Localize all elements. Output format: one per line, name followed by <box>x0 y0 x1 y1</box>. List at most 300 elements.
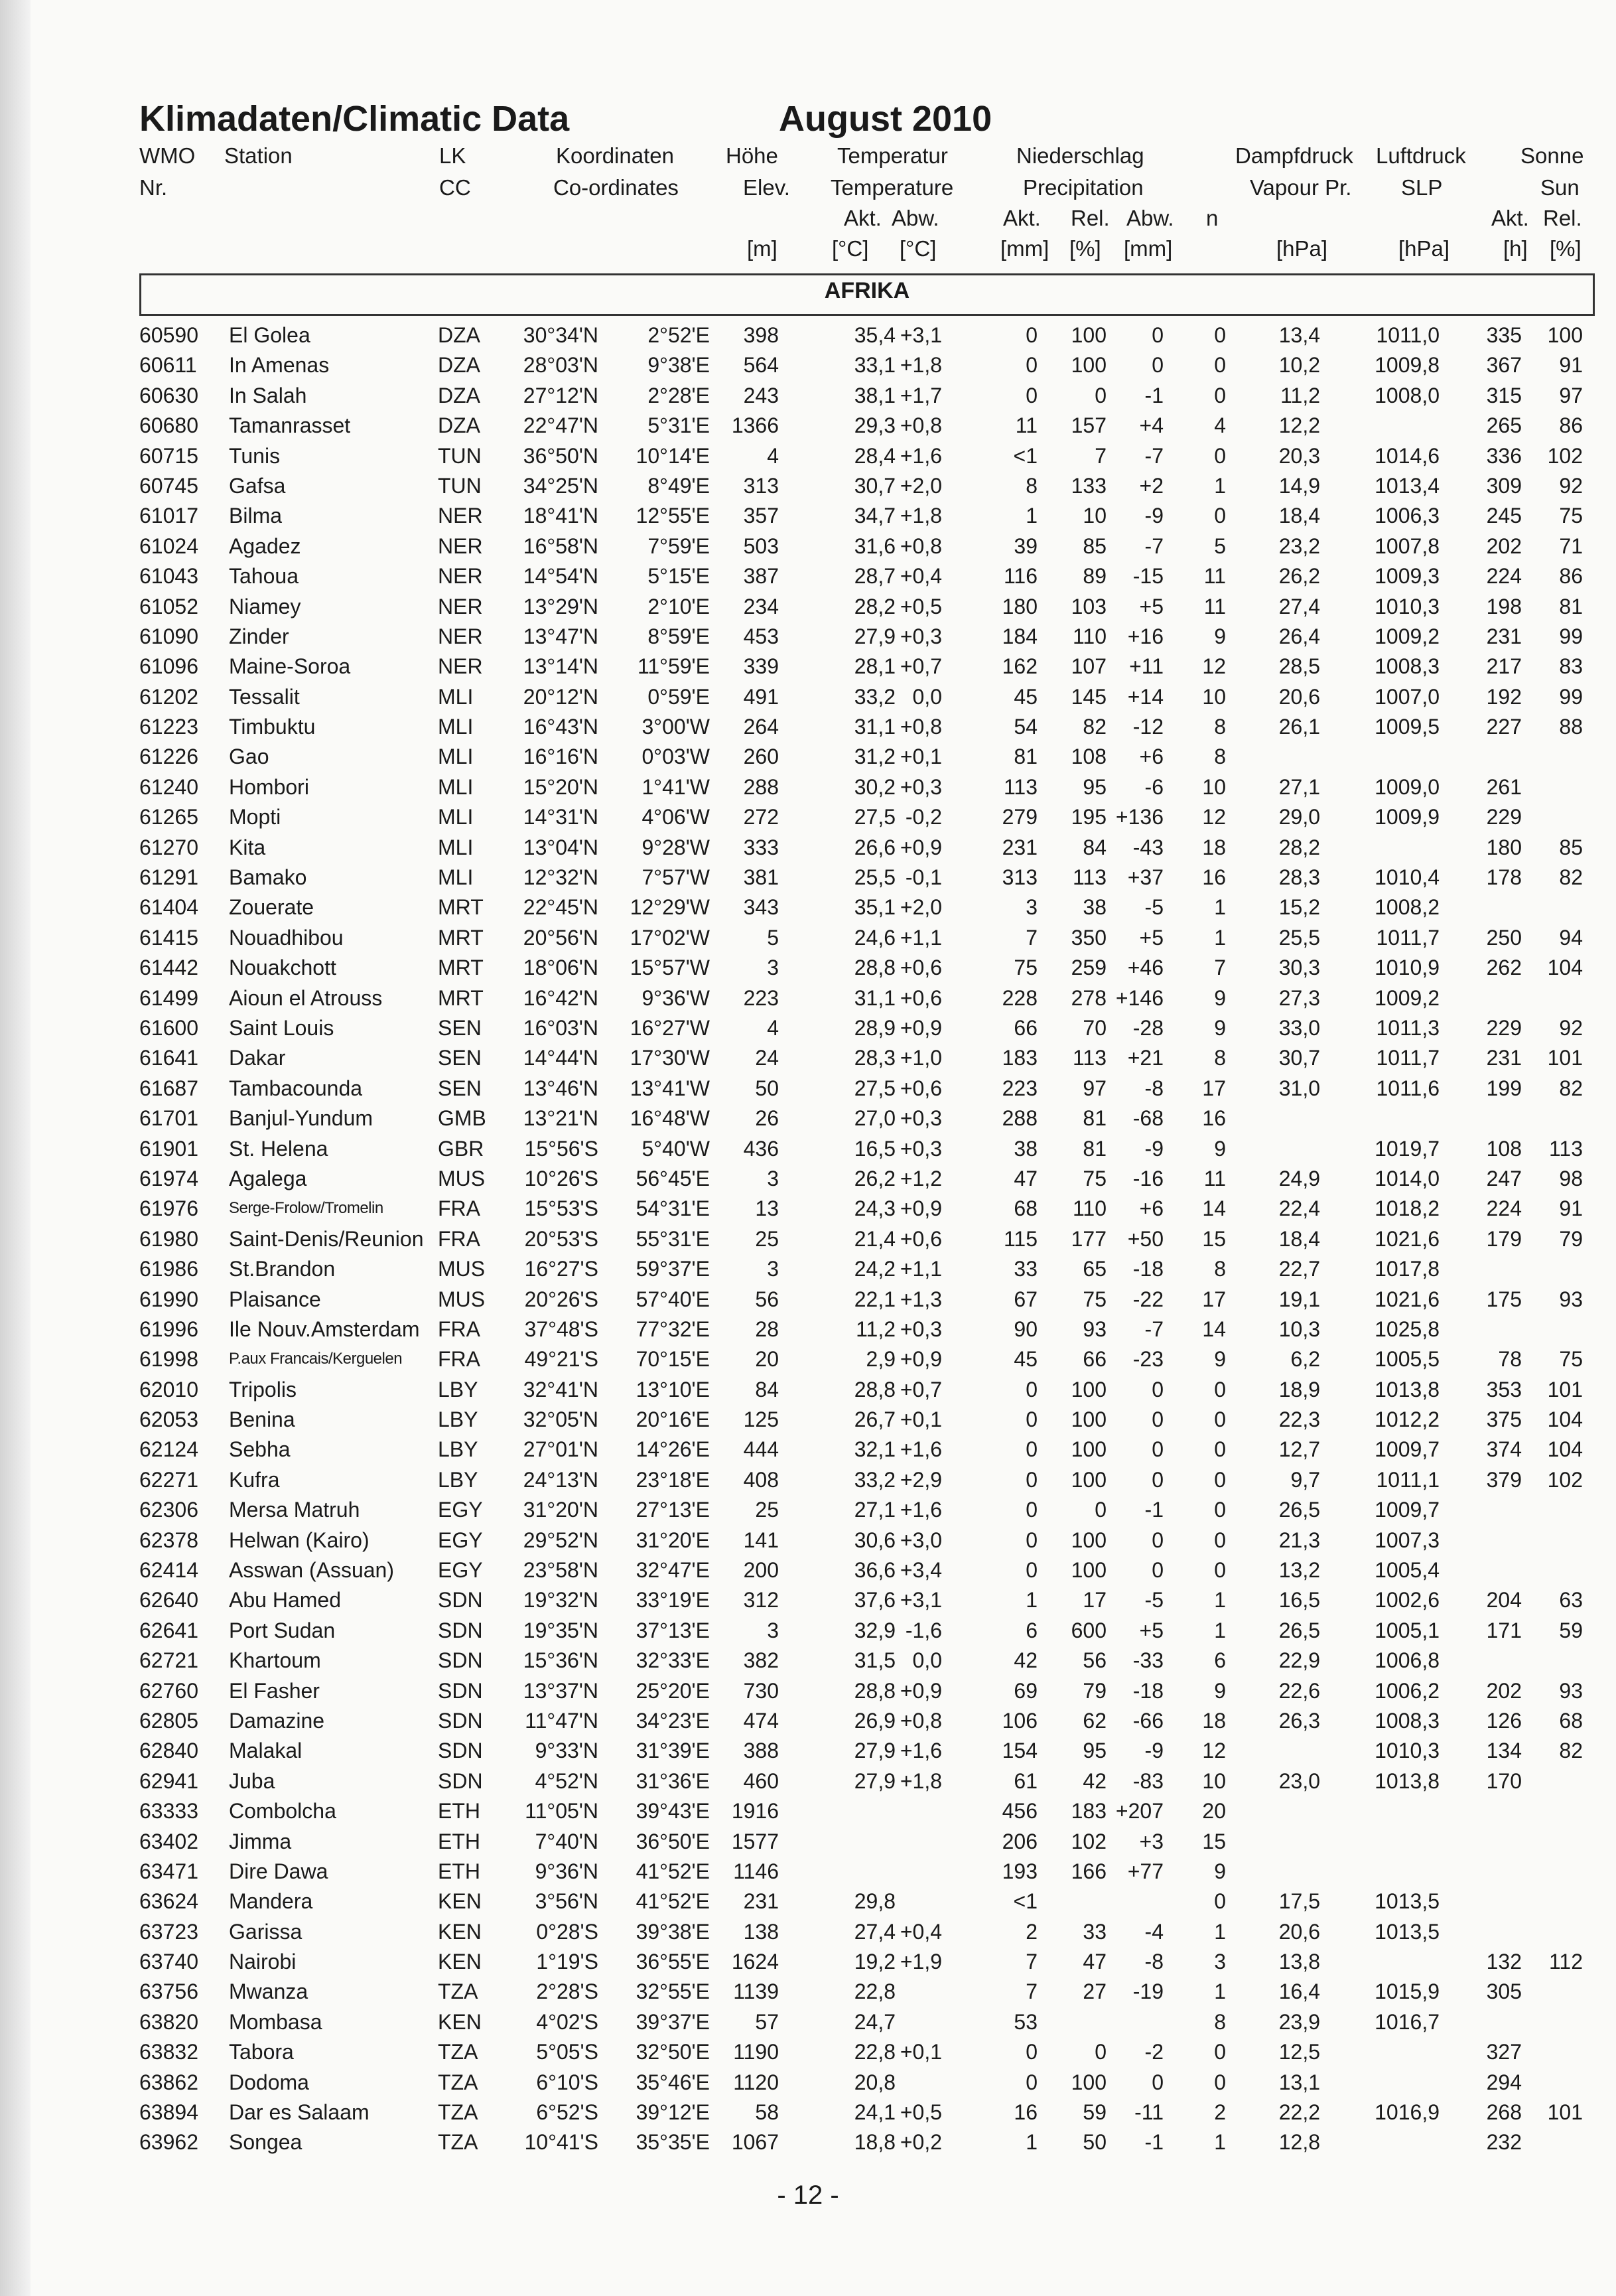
cell-slp: 1008,0 <box>1375 383 1440 407</box>
cell-prec-rel: 95 <box>1083 1739 1107 1763</box>
cell-latitude: 15°36'N <box>523 1648 598 1673</box>
cell-country: SDN <box>438 1768 483 1793</box>
cell-vapour: 22,2 <box>1278 2100 1320 2125</box>
cell-sun-akt: 229 <box>1486 805 1522 829</box>
cell-wmo: 61974 <box>139 1166 198 1190</box>
cell-vapour: 17,5 <box>1278 1889 1320 1914</box>
cell-latitude: 34°25'N <box>523 473 598 498</box>
table-row <box>0 682 1616 712</box>
header-lk: LK <box>439 143 466 168</box>
cell-vapour: 11,2 <box>1280 383 1320 407</box>
cell-longitude: 32°33'E <box>636 1648 710 1673</box>
cell-latitude: 11°05'N <box>525 1799 598 1824</box>
cell-country: LBY <box>438 1467 478 1492</box>
cell-longitude: 16°27'W <box>630 1015 710 1040</box>
cell-station: St. Helena <box>229 1136 328 1161</box>
table-row <box>0 652 1616 682</box>
cell-temp-abw: +0,9 <box>900 835 942 859</box>
cell-prec-n: 1 <box>1214 1919 1226 1944</box>
cell-prec-rel: 166 <box>1071 1859 1107 1883</box>
cell-sun-rel: 93 <box>1559 1678 1583 1703</box>
cell-prec-akt: 0 <box>1026 1528 1038 1552</box>
cell-country: TZA <box>438 2040 478 2064</box>
cell-longitude: 9°28'W <box>641 835 710 859</box>
cell-slp: 1009,0 <box>1375 774 1440 799</box>
cell-country: TZA <box>438 2100 478 2125</box>
cell-slp: 1010,3 <box>1375 1739 1440 1763</box>
cell-elevation: 138 <box>743 1919 779 1944</box>
header-elev-unit: [m] <box>747 236 777 261</box>
cell-temp-abw: +1,8 <box>900 353 942 378</box>
cell-vapour: 15,2 <box>1278 895 1320 920</box>
table-row <box>0 1495 1616 1525</box>
cell-prec-n: 8 <box>1214 715 1226 739</box>
cell-sun-rel: 75 <box>1559 1347 1583 1372</box>
table-row <box>0 1917 1616 1947</box>
cell-latitude: 31°20'N <box>523 1498 598 1522</box>
cell-sun-akt: 202 <box>1486 534 1522 558</box>
cell-longitude: 27°13'E <box>636 1498 710 1522</box>
table-row <box>0 923 1616 953</box>
cell-vapour: 14,9 <box>1278 473 1320 498</box>
cell-elevation: 3 <box>767 1257 779 1281</box>
cell-prec-rel: 195 <box>1071 805 1107 829</box>
cell-elevation: 3 <box>767 1618 779 1642</box>
cell-prec-rel: 110 <box>1072 624 1107 648</box>
cell-country: MLI <box>438 835 474 859</box>
cell-prec-abw: +5 <box>1139 1618 1164 1642</box>
table-row <box>0 1585 1616 1615</box>
cell-wmo: 63402 <box>139 1829 198 1853</box>
cell-vapour: 28,2 <box>1278 835 1320 859</box>
cell-elevation: 50 <box>755 1076 779 1100</box>
cell-latitude: 2°28'S <box>536 1979 598 2004</box>
cell-prec-rel: 65 <box>1083 1257 1107 1281</box>
table-row <box>0 1947 1616 1977</box>
cell-temp-abw: +0,9 <box>900 1678 942 1703</box>
cell-elevation: 357 <box>743 504 779 528</box>
cell-elevation: 3 <box>767 956 779 980</box>
cell-longitude: 59°37'E <box>636 1257 710 1281</box>
cell-temp-akt: 28,9 <box>854 1015 896 1040</box>
cell-sun-akt: 305 <box>1486 1979 1522 2004</box>
cell-latitude: 49°21'S <box>524 1347 598 1372</box>
cell-elevation: 1577 <box>731 1829 779 1853</box>
cell-prec-akt: 3 <box>1026 895 1038 920</box>
cell-prec-abw: -9 <box>1144 504 1164 528</box>
cell-slp: 1010,4 <box>1375 865 1440 890</box>
cell-prec-abw: -66 <box>1132 1708 1164 1733</box>
cell-temp-abw: +0,3 <box>900 1106 942 1131</box>
cell-slp: 1011,1 <box>1376 1467 1440 1492</box>
cell-longitude: 37°13'E <box>636 1618 710 1642</box>
cell-country: EGY <box>438 1528 483 1552</box>
cell-prec-akt: 0 <box>1026 1407 1038 1432</box>
cell-sun-akt: 179 <box>1486 1226 1522 1251</box>
cell-slp: 1006,8 <box>1375 1648 1440 1673</box>
cell-vapour: 23,2 <box>1278 534 1320 558</box>
cell-station: Dakar <box>229 1046 286 1070</box>
cell-slp: 1011,7 <box>1376 925 1440 950</box>
cell-slp: 1007,8 <box>1375 534 1440 558</box>
cell-sun-akt: 353 <box>1486 1377 1522 1401</box>
cell-country: LBY <box>438 1437 478 1462</box>
cell-prec-rel: 81 <box>1083 1136 1107 1161</box>
cell-temp-abw: +1,9 <box>900 1950 942 1974</box>
cell-temp-akt: 21,4 <box>854 1226 896 1251</box>
cell-prec-akt: 0 <box>1026 1437 1038 1462</box>
cell-wmo: 63756 <box>139 1979 198 2004</box>
cell-prec-abw: +21 <box>1127 1046 1164 1070</box>
cell-station: Nouakchott <box>229 956 336 980</box>
cell-longitude: 32°47'E <box>636 1558 710 1583</box>
cell-slp: 1009,2 <box>1375 624 1440 648</box>
cell-longitude: 16°48'W <box>630 1106 710 1131</box>
cell-wmo: 62941 <box>139 1768 198 1793</box>
cell-slp: 1009,9 <box>1375 805 1440 829</box>
cell-country: SDN <box>438 1739 483 1763</box>
cell-prec-n: 5 <box>1214 534 1226 558</box>
cell-elevation: 28 <box>755 1317 779 1341</box>
cell-vapour: 24,9 <box>1278 1166 1320 1190</box>
cell-temp-akt: 28,8 <box>854 956 896 980</box>
cell-temp-akt: 28,8 <box>854 1678 896 1703</box>
cell-wmo: 62053 <box>139 1407 198 1432</box>
cell-prec-abw: +11 <box>1129 654 1164 679</box>
cell-prec-n: 0 <box>1214 1498 1226 1522</box>
cell-prec-akt: 115 <box>1003 1226 1038 1251</box>
cell-temp-abw: +0,1 <box>900 745 942 769</box>
cell-temp-akt: 16,5 <box>854 1136 896 1161</box>
cell-prec-akt: 106 <box>1002 1708 1038 1733</box>
cell-prec-rel: 56 <box>1083 1648 1107 1673</box>
cell-sun-rel: 112 <box>1548 1950 1583 1974</box>
cell-elevation: 260 <box>743 745 779 769</box>
cell-temp-akt: 31,6 <box>854 534 896 558</box>
cell-prec-akt: 7 <box>1026 1950 1038 1974</box>
cell-prec-n: 10 <box>1202 774 1226 799</box>
table-row <box>0 2037 1616 2067</box>
cell-temp-akt: 33,2 <box>854 684 896 709</box>
cell-country: MLI <box>438 805 474 829</box>
cell-sun-akt: 229 <box>1486 1015 1522 1040</box>
cell-prec-abw: -18 <box>1132 1678 1164 1703</box>
cell-prec-akt: 279 <box>1002 805 1038 829</box>
cell-latitude: 13°37'N <box>523 1678 598 1703</box>
cell-wmo: 62306 <box>139 1498 198 1522</box>
cell-prec-akt: 66 <box>1014 1015 1038 1040</box>
cell-vapour: 22,9 <box>1278 1648 1320 1673</box>
cell-prec-n: 1 <box>1214 895 1226 920</box>
cell-temp-akt: 36,6 <box>854 1558 896 1583</box>
header-prec-unit-akt: [mm] <box>1000 236 1049 261</box>
header-sun-unit-pct: [%] <box>1550 236 1582 261</box>
cell-latitude: 24°13'N <box>523 1467 598 1492</box>
cell-longitude: 0°03'W <box>641 745 710 769</box>
cell-prec-abw: -7 <box>1144 534 1164 558</box>
table-row <box>0 561 1616 591</box>
cell-prec-rel: 133 <box>1071 473 1107 498</box>
cell-prec-rel: 107 <box>1071 654 1107 679</box>
cell-wmo: 62271 <box>139 1467 198 1492</box>
cell-prec-akt: 33 <box>1014 1257 1038 1281</box>
cell-country: SDN <box>438 1678 483 1703</box>
cell-wmo: 63333 <box>139 1799 198 1824</box>
cell-wmo: 61641 <box>139 1046 198 1070</box>
cell-longitude: 3°00'W <box>641 715 710 739</box>
cell-sun-rel: 81 <box>1559 594 1583 618</box>
cell-temp-akt: 32,1 <box>854 1437 896 1462</box>
cell-prec-rel: 100 <box>1071 1528 1107 1552</box>
cell-temp-akt: 28,8 <box>854 1377 896 1401</box>
cell-station: Asswan (Assuan) <box>229 1558 394 1583</box>
cell-elevation: 312 <box>743 1588 779 1613</box>
cell-longitude: 36°50'E <box>636 1829 710 1853</box>
cell-longitude: 31°36'E <box>636 1768 710 1793</box>
cell-vapour: 20,6 <box>1278 1919 1320 1944</box>
cell-prec-abw: +4 <box>1139 413 1164 438</box>
cell-sun-rel: 99 <box>1559 624 1583 648</box>
cell-longitude: 12°29'W <box>630 895 710 920</box>
cell-temp-akt: 28,1 <box>854 654 896 679</box>
cell-temp-akt: 27,5 <box>854 805 896 829</box>
cell-prec-n: 1 <box>1214 473 1226 498</box>
cell-sun-rel: 71 <box>1559 534 1583 558</box>
cell-prec-n: 0 <box>1214 1407 1226 1432</box>
cell-latitude: 11°47'N <box>525 1708 598 1733</box>
cell-prec-n: 11 <box>1203 564 1226 589</box>
cell-temp-abw: +1,6 <box>900 1437 942 1462</box>
cell-station: Tessalit <box>229 684 300 709</box>
cell-wmo: 61996 <box>139 1317 198 1341</box>
cell-vapour: 13,8 <box>1278 1950 1320 1974</box>
cell-temp-abw: 0,0 <box>912 684 942 709</box>
cell-temp-abw: +0,9 <box>900 1196 942 1221</box>
cell-country: TZA <box>438 2070 478 2094</box>
cell-sun-rel: 101 <box>1547 1377 1583 1401</box>
cell-country: NER <box>438 624 483 648</box>
cell-sun-akt: 198 <box>1486 594 1522 618</box>
cell-sun-rel: 82 <box>1559 1739 1583 1763</box>
climate-table <box>0 321 1616 2158</box>
cell-slp: 1018,2 <box>1375 1196 1440 1221</box>
cell-longitude: 5°31'E <box>647 413 710 438</box>
cell-sun-rel: 82 <box>1559 865 1583 890</box>
cell-temp-abw: +1,6 <box>900 1739 942 1763</box>
cell-latitude: 27°01'N <box>523 1437 598 1462</box>
cell-prec-abw: +46 <box>1127 956 1164 980</box>
cell-elevation: 491 <box>743 684 779 709</box>
cell-country: LBY <box>438 1407 478 1432</box>
cell-temp-akt: 27,4 <box>854 1919 896 1944</box>
cell-slp: 1008,3 <box>1375 1708 1440 1733</box>
cell-temp-akt: 34,7 <box>854 504 896 528</box>
page-number: - 12 - <box>777 2181 839 2210</box>
cell-prec-akt: 67 <box>1014 1287 1038 1311</box>
cell-longitude: 2°10'E <box>647 594 710 618</box>
header-prec-akt: Akt. <box>1003 206 1041 230</box>
cell-vapour: 12,7 <box>1278 1437 1320 1462</box>
cell-elevation: 453 <box>743 624 779 648</box>
cell-prec-akt: 288 <box>1002 1106 1038 1131</box>
cell-station: Tahoua <box>229 564 299 589</box>
cell-vapour: 28,3 <box>1278 865 1320 890</box>
cell-prec-n: 11 <box>1203 594 1226 618</box>
cell-country: SDN <box>438 1648 483 1673</box>
cell-prec-n: 0 <box>1214 443 1226 468</box>
header-vapour: Dampfdruck <box>1235 143 1353 168</box>
cell-station: Bamako <box>229 865 307 890</box>
cell-station: Saint Louis <box>229 1015 334 1040</box>
cell-temp-abw: +0,3 <box>900 1317 942 1341</box>
cell-station: Niamey <box>229 594 301 618</box>
cell-temp-abw: +0,4 <box>900 1919 942 1944</box>
cell-temp-akt: 27,1 <box>854 1498 896 1522</box>
cell-latitude: 14°31'N <box>523 805 598 829</box>
cell-latitude: 18°41'N <box>523 504 598 528</box>
cell-prec-n: 10 <box>1202 684 1226 709</box>
cell-elevation: 84 <box>755 1377 779 1401</box>
cell-wmo: 62414 <box>139 1558 198 1583</box>
cell-longitude: 70°15'E <box>636 1347 710 1372</box>
cell-elevation: 460 <box>743 1768 779 1793</box>
cell-sun-rel: 75 <box>1559 504 1583 528</box>
cell-elevation: 503 <box>743 534 779 558</box>
cell-sun-akt: 202 <box>1486 1678 1522 1703</box>
cell-vapour: 26,5 <box>1278 1498 1320 1522</box>
cell-longitude: 41°52'E <box>636 1859 710 1883</box>
cell-prec-n: 4 <box>1214 413 1226 438</box>
cell-elevation: 3 <box>767 1166 779 1190</box>
cell-prec-abw: 0 <box>1152 2070 1164 2094</box>
table-row <box>0 1646 1616 1676</box>
cell-sun-akt: 367 <box>1486 353 1522 378</box>
cell-longitude: 0°59'E <box>647 684 710 709</box>
cell-longitude: 25°20'E <box>636 1678 710 1703</box>
cell-prec-abw: +6 <box>1139 745 1164 769</box>
cell-wmo: 62840 <box>139 1739 198 1763</box>
cell-wmo: 61096 <box>139 654 198 679</box>
cell-country: NER <box>438 534 483 558</box>
cell-temp-akt: 28,7 <box>854 564 896 589</box>
cell-vapour: 13,1 <box>1278 2070 1320 2094</box>
cell-longitude: 39°38'E <box>636 1919 710 1944</box>
cell-longitude: 7°57'W <box>641 865 710 890</box>
cell-elevation: 125 <box>743 1407 779 1432</box>
cell-latitude: 13°29'N <box>523 594 598 618</box>
cell-prec-akt: 228 <box>1002 985 1038 1010</box>
cell-prec-akt: 116 <box>1003 564 1038 589</box>
table-row <box>0 592 1616 622</box>
table-row <box>0 622 1616 652</box>
cell-prec-n: 16 <box>1202 1106 1226 1131</box>
cell-prec-n: 0 <box>1214 353 1226 378</box>
cell-prec-abw: -1 <box>1144 1498 1164 1522</box>
cell-latitude: 13°21'N <box>523 1106 598 1131</box>
cell-prec-abw: -7 <box>1144 443 1164 468</box>
cell-station: Gafsa <box>229 473 286 498</box>
cell-prec-n: 9 <box>1214 1015 1226 1040</box>
cell-latitude: 28°03'N <box>523 353 598 378</box>
cell-wmo: 60715 <box>139 443 198 468</box>
table-row <box>0 441 1616 471</box>
cell-prec-akt: 11 <box>1015 413 1038 438</box>
cell-prec-n: 8 <box>1214 745 1226 769</box>
header-prec-n: n <box>1206 206 1219 230</box>
cell-prec-abw: +5 <box>1139 925 1164 950</box>
header-cc: CC <box>439 175 471 200</box>
cell-temp-akt: 27,9 <box>854 1768 896 1793</box>
cell-wmo: 61226 <box>139 745 198 769</box>
cell-longitude: 5°15'E <box>647 564 710 589</box>
cell-country: DZA <box>438 383 480 407</box>
cell-elevation: 388 <box>743 1739 779 1763</box>
cell-latitude: 13°47'N <box>523 624 598 648</box>
cell-prec-rel: 97 <box>1083 1076 1107 1100</box>
cell-prec-abw: +6 <box>1139 1196 1164 1221</box>
table-row <box>0 953 1616 983</box>
cell-prec-akt: 6 <box>1026 1618 1038 1642</box>
cell-temp-akt: 31,2 <box>854 745 896 769</box>
cell-station: Dar es Salaam <box>229 2100 370 2125</box>
table-row <box>0 350 1616 380</box>
cell-prec-abw: -28 <box>1132 1015 1164 1040</box>
cell-station: Mombasa <box>229 2009 322 2034</box>
cell-latitude: 4°02'S <box>536 2009 598 2034</box>
cell-elevation: 436 <box>743 1136 779 1161</box>
cell-country: MLI <box>438 715 474 739</box>
cell-prec-n: 1 <box>1214 925 1226 950</box>
cell-prec-akt: 38 <box>1014 1136 1038 1161</box>
cell-slp: 1005,1 <box>1375 1618 1440 1642</box>
table-row <box>0 1857 1616 1887</box>
cell-slp: 1012,2 <box>1375 1407 1440 1432</box>
table-row <box>0 2068 1616 2098</box>
cell-sun-rel: 100 <box>1547 323 1583 347</box>
cell-wmo: 62640 <box>139 1588 198 1613</box>
cell-latitude: 0°28'S <box>536 1919 598 1944</box>
cell-sun-rel: 102 <box>1547 1467 1583 1492</box>
header-slp-en: SLP <box>1401 175 1443 200</box>
cell-country: NER <box>438 594 483 618</box>
cell-wmo: 61270 <box>139 835 198 859</box>
cell-vapour: 26,3 <box>1278 1708 1320 1733</box>
cell-longitude: 9°36'W <box>641 985 710 1010</box>
cell-temp-akt: 31,5 <box>854 1648 896 1673</box>
cell-temp-abw: +0,5 <box>900 2100 942 2125</box>
header-coordinates-en: Co-ordinates <box>553 175 679 200</box>
cell-vapour: 23,0 <box>1278 1768 1320 1793</box>
cell-longitude: 56°45'E <box>636 1166 710 1190</box>
table-row <box>0 532 1616 561</box>
cell-latitude: 20°26'S <box>524 1287 598 1311</box>
cell-temp-abw: +0,2 <box>900 2130 942 2155</box>
cell-temp-akt: 33,2 <box>854 1467 896 1492</box>
cell-prec-n: 12 <box>1202 1739 1226 1763</box>
table-row <box>0 2098 1616 2127</box>
cell-latitude: 36°50'N <box>523 443 598 468</box>
cell-latitude: 1°19'S <box>536 1950 598 1974</box>
cell-country: KEN <box>438 1950 482 1974</box>
cell-latitude: 16°58'N <box>523 534 598 558</box>
cell-prec-n: 18 <box>1202 1708 1226 1733</box>
table-row <box>0 1616 1616 1646</box>
cell-wmo: 61090 <box>139 624 198 648</box>
cell-slp: 1008,2 <box>1375 895 1440 920</box>
cell-sun-rel: 113 <box>1548 1136 1583 1161</box>
cell-sun-akt: 180 <box>1486 835 1522 859</box>
cell-sun-akt: 265 <box>1486 413 1522 438</box>
